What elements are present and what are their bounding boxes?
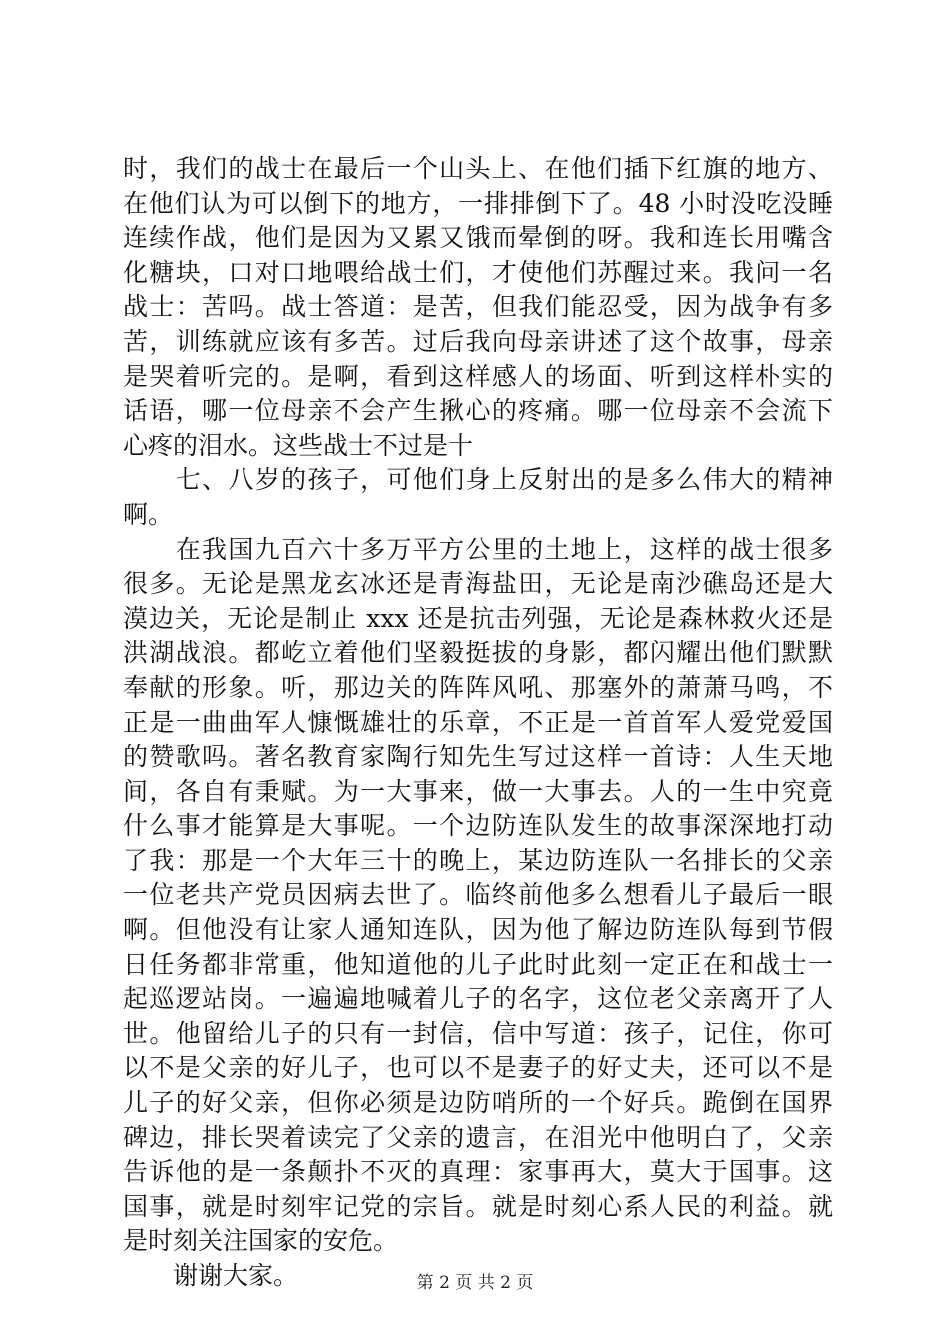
text-line: 告诉他的是一条颠扑不灭的真理：家事再大，莫大于国事。这 — [123, 1157, 833, 1187]
text-line: 在我国九百六十多万平方公里的土地上，这样的战士很多 — [123, 534, 833, 564]
text-line: 战士：苦吗。战士答道：是苦，但我们能忍受，因为战争有多 — [123, 292, 833, 322]
text-line: 儿子的好父亲，但你必须是边防哨所的一个好兵。跪倒在国界 — [123, 1088, 833, 1118]
text-line: 啊。 — [123, 499, 174, 529]
text-line: 正是一曲曲军人慷慨雄壮的乐章，不正是一首首军人爱党爱国 — [123, 707, 833, 737]
text-line: 时，我们的战士在最后一个山头上、在他们插下红旗的地方、 — [123, 154, 833, 183]
text-line: 以不是父亲的好儿子，也可以不是妻子的好丈夫，还可以不是 — [123, 1053, 833, 1083]
text-line: 奉献的形象。听，那边关的阵阵风吼、那塞外的萧萧马鸣，不 — [123, 672, 833, 702]
text-line: 心疼的泪水。这些战士不过是十 — [123, 430, 474, 460]
text-line: 国事，就是时刻牢记党的宗旨。就是时刻心系人民的利益。就 — [123, 1191, 833, 1221]
text-line: 洪湖战浪。都屹立着他们坚毅挺拔的身影，都闪耀出他们默默 — [123, 638, 833, 668]
text-line: 碑边，排长哭着读完了父亲的遗言，在泪光中他明白了，父亲 — [123, 1122, 833, 1152]
text-line: 间，各自有秉赋。为一大事来，做一大事去。人的一生中究竟 — [123, 776, 833, 806]
text-line: 一位老共产党员因病去世了。临终前他多么想看儿子最后一眼 — [123, 880, 833, 910]
text-line: 什么事才能算是大事呢。一个边防连队发生的故事深深地打动 — [123, 811, 833, 841]
text-line: 漠边关，无论是制止 xxx 还是抗击列强，无论是森林救火还是 — [123, 603, 833, 633]
text-line: 苦，训练就应该有多苦。过后我向母亲讲述了这个故事，母亲 — [123, 326, 833, 356]
text-line: 在他们认为可以倒下的地方，一排排倒下了。48 小时没吃没睡 — [123, 188, 833, 218]
text-line-closing: 谢谢大家。 — [123, 1261, 299, 1290]
text-line: 话语，哪一位母亲不会产生揪心的疼痛。哪一位母亲不会流下 — [123, 396, 833, 426]
text-line: 七、八岁的孩子，可他们身上反射出的是多么伟大的精神 — [123, 465, 833, 495]
text-line: 是时刻关注国家的安危。 — [123, 1226, 399, 1256]
text-line: 了我：那是一个大年三十的晚上，某边防连队一名排长的父亲 — [123, 845, 833, 875]
text-line: 是哭着听完的。是啊，看到这样感人的场面、听到这样朴实的 — [123, 361, 833, 391]
text-line: 连续作战，他们是因为又累又饿而晕倒的呀。我和连长用嘴含 — [123, 223, 833, 253]
page-footer — [0, 1272, 950, 1294]
text-line: 起巡逻站岗。一遍遍地喊着儿子的名字，这位老父亲离开了人 — [123, 984, 833, 1014]
text-line: 很多。无论是黑龙玄冰还是青海盐田，无论是南沙礁岛还是大 — [123, 569, 833, 599]
text-line: 啊。但他没有让家人通知连队，因为他了解边防连队每到节假 — [123, 915, 833, 945]
text-line: 的赞歌吗。著名教育家陶行知先生写过这样一首诗：人生天地 — [123, 742, 833, 772]
text-line: 世。他留给儿子的只有一封信，信中写道：孩子，记住，你可 — [123, 1018, 833, 1048]
text-line: 化糖块，口对口地喂给战士们，才使他们苏醒过来。我问一名 — [123, 257, 833, 287]
page-number-label: 第 2 页 共 2 页 — [416, 1273, 534, 1293]
document-body — [123, 152, 833, 1294]
text-line: 日任务都非常重，他知道他的儿子此时此刻一定正在和战士一 — [123, 949, 833, 979]
